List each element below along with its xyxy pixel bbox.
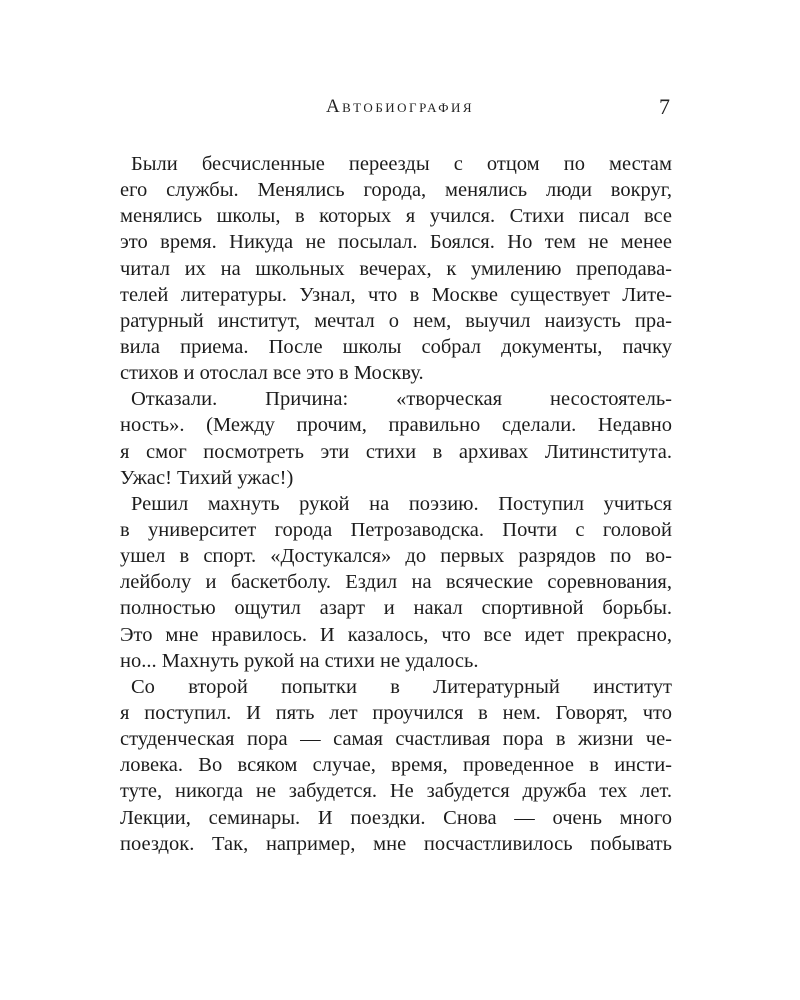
text-line: читал их на школьных вечерах, к умилению преподава- (120, 257, 672, 280)
text-line: я поступил. И пять лет проучился в нем. Говорят, что (120, 701, 672, 724)
text-line: туте, никогда не забудется. Не забудется дружба тех лет. (120, 780, 672, 803)
text-line: полностью ощутил азарт и накал спортивной борьбы. (120, 597, 672, 620)
text-line: студенческая пора — самая счастливая пора в жизни че- (120, 728, 672, 751)
text-line: Со второй попытки в Литературный институт (131, 675, 672, 698)
text-line: ратурный институт, мечтал о нем, выучил наизусть пра- (120, 309, 672, 332)
text-line: стихов и отослал все это в Москву. (120, 362, 424, 385)
text-line: телей литературы. Узнал, что в Москве существует Лите- (120, 283, 672, 306)
text-line: Ужас! Тихий ужас!) (120, 466, 294, 489)
text-line: ловека. Во всяком случае, время, проведенное в инсти- (120, 754, 672, 777)
text-line: Отказали. Причина: «творческая несостоятель- (131, 388, 672, 411)
text-line: в университет города Петрозаводска. Почти с головой (120, 518, 672, 541)
text-line: поездок. Так, например, мне посчастливилось побывать (120, 832, 672, 855)
page-number: 7 (659, 94, 670, 119)
text-line: Были бесчисленные переезды с отцом по местам (131, 153, 672, 175)
text-line: лейболу и баскетболу. Ездил на всяческие соревнования, (120, 571, 672, 594)
body-text (120, 151, 672, 857)
text-line: вила приема. После школы собрал документы, пачку (120, 335, 672, 358)
running-title: Автобиография (325, 96, 475, 117)
text-line: Это мне нравилось. И казалось, что все идет прекрасно, (120, 623, 672, 646)
running-header (0, 96, 800, 126)
text-line: его службы. Менялись города, менялись люди вокруг, (120, 179, 672, 202)
text-line: менялись школы, в которых я учился. Стихи писал все (120, 205, 672, 228)
text-line: ушел в спорт. «Достукался» до первых разрядов по во- (120, 545, 672, 568)
text-line: это время. Никуда не посылал. Боялся. Но тем не менее (120, 231, 672, 254)
text-line: но... Махнуть рукой на стихи не удалось. (120, 649, 479, 672)
text-line: ность». (Между прочим, правильно сделали. Недавно (120, 414, 672, 437)
text-line: Лекции, семинары. И поездки. Снова — очень много (120, 806, 672, 829)
text-line: Решил махнуть рукой на поэзию. Поступил учиться (131, 492, 672, 515)
text-line: я смог посмотреть эти стихи в архивах Литинститута. (120, 440, 672, 463)
